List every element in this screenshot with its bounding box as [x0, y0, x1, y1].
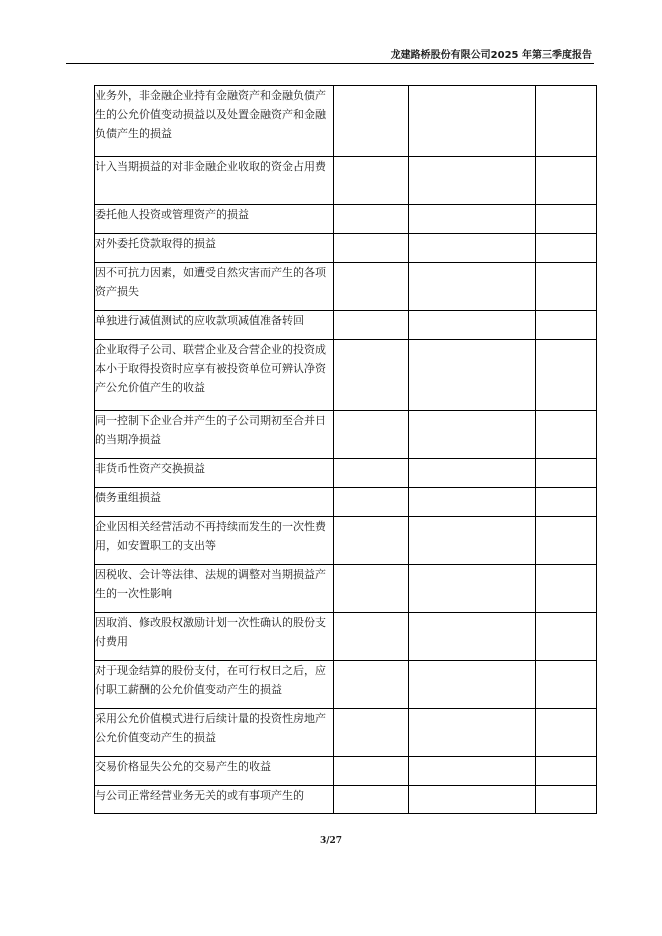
current-period-cell: [334, 459, 409, 488]
row-label: 企业因相关经营活动不再持续而发生的一次性费用，如安置职工的支出等: [95, 517, 334, 565]
row-label: 计入当期损益的对非金融企业收取的资金占用费: [95, 157, 334, 205]
table-row: [95, 157, 597, 205]
row-label: 对于现金结算的股份支付，在可行权日之后，应付职工薪酬的公允价值变动产生的损益: [95, 661, 334, 709]
year-to-date-cell: [409, 205, 536, 234]
table-row: [95, 786, 597, 814]
current-period-cell: [334, 205, 409, 234]
year-to-date-cell: [409, 786, 536, 814]
table-row: [95, 459, 597, 488]
year-to-date-cell: [409, 311, 536, 340]
table-row: [95, 709, 597, 757]
note-cell: [536, 565, 597, 613]
row-label: 因不可抗力因素，如遭受自然灾害而产生的各项资产损失: [95, 263, 334, 311]
current-period-cell: [334, 234, 409, 263]
current-period-cell: [334, 340, 409, 411]
row-label: 交易价格显失公允的交易产生的收益: [95, 757, 334, 786]
table-row: [95, 661, 597, 709]
row-label: 同一控制下企业合并产生的子公司期初至合并日的当期净损益: [95, 411, 334, 459]
year-to-date-cell: [409, 488, 536, 517]
year-to-date-cell: [409, 263, 536, 311]
table-row: [95, 411, 597, 459]
row-label: 债务重组损益: [95, 488, 334, 517]
table-row: [95, 757, 597, 786]
current-period-cell: [334, 709, 409, 757]
year-to-date-cell: [409, 517, 536, 565]
row-label: 因税收、会计等法律、法规的调整对当期损益产生的一次性影响: [95, 565, 334, 613]
year-to-date-cell: [409, 340, 536, 411]
note-cell: [536, 488, 597, 517]
row-label: 单独进行减值测试的应收款项减值准备转回: [95, 311, 334, 340]
year-to-date-cell: [409, 157, 536, 205]
year-to-date-cell: [409, 411, 536, 459]
note-cell: [536, 411, 597, 459]
year-to-date-cell: [409, 661, 536, 709]
current-period-cell: [334, 517, 409, 565]
row-label: 与公司正常经营业务无关的或有事项产生的: [95, 786, 334, 814]
current-period-cell: [334, 86, 409, 157]
note-cell: [536, 459, 597, 488]
current-period-cell: [334, 157, 409, 205]
note-cell: [536, 709, 597, 757]
row-label: 企业取得子公司、联营企业及合营企业的投资成本小于取得投资时应享有被投资单位可辨认净资产公允价值产生的收益: [95, 340, 334, 411]
note-cell: [536, 661, 597, 709]
current-period-cell: [334, 488, 409, 517]
current-period-cell: [334, 786, 409, 814]
note-cell: [536, 86, 597, 157]
table-row: [95, 613, 597, 661]
note-cell: [536, 263, 597, 311]
table-row: [95, 263, 597, 311]
report-header-title: 龙建路桥股份有限公司2025 年第三季度报告: [390, 50, 592, 61]
row-label: 委托他人投资或管理资产的损益: [95, 205, 334, 234]
current-period-cell: [334, 757, 409, 786]
table-row: [95, 311, 597, 340]
year-to-date-cell: [409, 565, 536, 613]
current-period-cell: [334, 311, 409, 340]
note-cell: [536, 786, 597, 814]
row-label: 非货币性资产交换损益: [95, 459, 334, 488]
current-period-cell: [334, 263, 409, 311]
year-to-date-cell: [409, 757, 536, 786]
current-period-cell: [334, 613, 409, 661]
note-cell: [536, 311, 597, 340]
year-to-date-cell: [409, 613, 536, 661]
table-row: [95, 517, 597, 565]
year-to-date-cell: [409, 709, 536, 757]
page-number: 3/27: [319, 836, 343, 846]
row-label: 业务外，非金融企业持有金融资产和金融负债产生的公允价值变动损益以及处置金融资产和金融负债产生的损益: [95, 86, 334, 157]
year-to-date-cell: [409, 459, 536, 488]
table-row: [95, 340, 597, 411]
note-cell: [536, 757, 597, 786]
note-cell: [536, 205, 597, 234]
row-label: 对外委托贷款取得的损益: [95, 234, 334, 263]
table-row: [95, 86, 597, 157]
note-cell: [536, 234, 597, 263]
current-period-cell: [334, 661, 409, 709]
note-cell: [536, 517, 597, 565]
year-to-date-cell: [409, 86, 536, 157]
year-to-date-cell: [409, 234, 536, 263]
current-period-cell: [334, 565, 409, 613]
row-label: 采用公允价值模式进行后续计量的投资性房地产公允价值变动产生的损益: [95, 709, 334, 757]
table-row: [95, 488, 597, 517]
header-divider: [66, 63, 594, 64]
row-label: 因取消、修改股权激励计划一次性确认的股份支付费用: [95, 613, 334, 661]
current-period-cell: [334, 411, 409, 459]
non-recurring-items-table: [94, 85, 597, 814]
note-cell: [536, 340, 597, 411]
note-cell: [536, 613, 597, 661]
table-row: [95, 234, 597, 263]
table-row: [95, 565, 597, 613]
table-row: [95, 205, 597, 234]
note-cell: [536, 157, 597, 205]
